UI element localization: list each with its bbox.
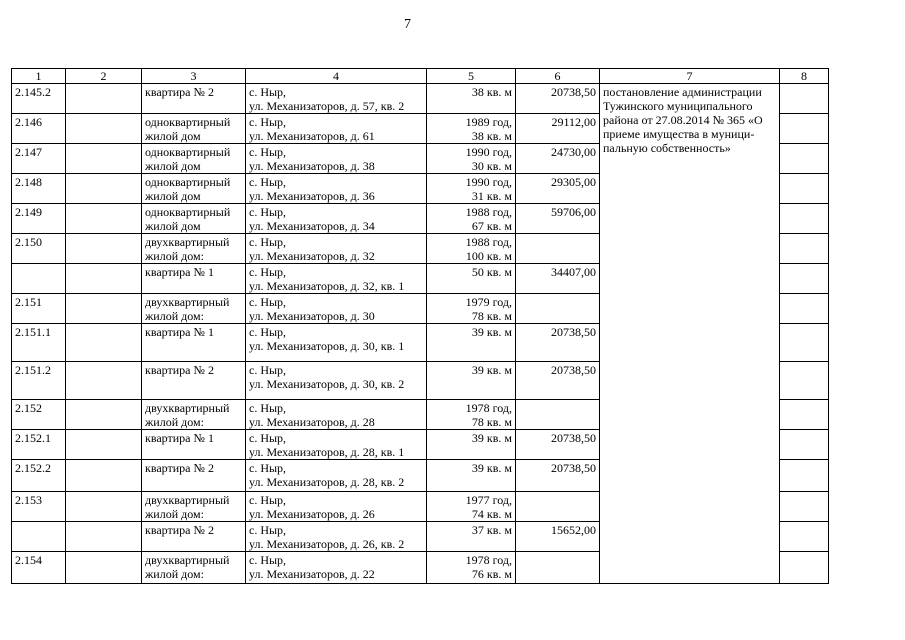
row-number: 2.149 (12, 204, 66, 234)
object-type-line: двухквартирный (145, 493, 230, 507)
object-address-line: с. Ныр, (249, 115, 287, 129)
header-col-4: 4 (246, 69, 427, 84)
object-address-line: ул. Механизаторов, д. 28, кв. 2 (249, 475, 405, 489)
object-type-line: квартира № 2 (145, 363, 214, 377)
object-type (142, 234, 246, 264)
object-type-line: квартира № 2 (145, 461, 214, 475)
object-type-line: жилой дом: (145, 567, 204, 581)
object-year-area-line: 76 кв. м (471, 567, 512, 581)
object-address-line: ул. Механизаторов, д. 26 (249, 507, 375, 521)
empty-cell-col8 (780, 114, 829, 144)
empty-cell-col2 (66, 522, 142, 552)
empty-cell-col2 (66, 84, 142, 114)
object-year-area-line: 1979 год, (465, 295, 512, 309)
object-year-area (427, 400, 516, 430)
object-type-line: одноквартирный (145, 115, 231, 129)
object-address-line: ул. Механизаторов, д. 30, кв. 1 (249, 339, 405, 353)
object-address-line: ул. Механизаторов, д. 32 (249, 249, 375, 263)
object-type-line: жилой дом: (145, 415, 204, 429)
object-cost: 34407,00 (516, 264, 600, 294)
object-year-area-line: 74 кв. м (471, 507, 512, 521)
object-address-line: с. Ныр, (249, 175, 287, 189)
object-type-line: квартира № 1 (145, 265, 214, 279)
object-address-line: ул. Механизаторов, д. 28 (249, 415, 375, 429)
row-number (12, 522, 66, 552)
object-address (246, 144, 427, 174)
object-address (246, 204, 427, 234)
object-address-line: с. Ныр, (249, 553, 287, 567)
object-year-area (427, 460, 516, 492)
row-number: 2.151.2 (12, 362, 66, 400)
object-type-line: квартира № 1 (145, 431, 214, 445)
empty-cell-col8 (780, 204, 829, 234)
object-year-area-line: 100 кв. м (465, 249, 512, 263)
object-address-line: с. Ныр, (249, 235, 287, 249)
table-body (12, 84, 829, 584)
object-address-line: с. Ныр, (249, 493, 287, 507)
object-year-area-line: 38 кв. м (471, 85, 512, 99)
empty-cell-col8 (780, 324, 829, 362)
object-cost: 29305,00 (516, 174, 600, 204)
property-register-table (11, 68, 829, 584)
object-address-line: ул. Механизаторов, д. 26, кв. 2 (249, 537, 405, 551)
object-type-line: двухквартирный (145, 401, 230, 415)
object-year-area (427, 84, 516, 114)
object-year-area-line: 67 кв. м (471, 219, 512, 233)
object-address-line: ул. Механизаторов, д. 32, кв. 1 (249, 279, 405, 293)
header-col-1: 1 (12, 69, 66, 84)
object-year-area (427, 362, 516, 400)
object-year-area-line: 31 кв. м (471, 189, 512, 203)
object-address-line: с. Ныр, (249, 85, 287, 99)
empty-cell-col8 (780, 362, 829, 400)
object-year-area-line: 78 кв. м (471, 309, 512, 323)
empty-cell-col2 (66, 264, 142, 294)
empty-cell-col2 (66, 430, 142, 460)
object-cost (516, 294, 600, 324)
header-col-3: 3 (142, 69, 246, 84)
object-address-line: ул. Механизаторов, д. 22 (249, 567, 375, 581)
empty-cell-col2 (66, 492, 142, 522)
object-year-area (427, 492, 516, 522)
object-address (246, 522, 427, 552)
empty-cell-col2 (66, 174, 142, 204)
object-address (246, 552, 427, 584)
object-year-area (427, 114, 516, 144)
object-type (142, 460, 246, 492)
object-year-area (427, 430, 516, 460)
object-year-area (427, 264, 516, 294)
object-address-line: с. Ныр, (249, 295, 287, 309)
object-year-area (427, 294, 516, 324)
object-year-area-line: 1989 год, (465, 115, 512, 129)
object-year-area-line: 37 кв. м (471, 523, 512, 537)
object-address (246, 294, 427, 324)
empty-cell-col2 (66, 362, 142, 400)
object-address-line: с. Ныр, (249, 363, 287, 377)
object-year-area-line: 38 кв. м (471, 129, 512, 143)
object-year-area-line: 50 кв. м (471, 265, 512, 279)
object-address (246, 362, 427, 400)
object-type (142, 204, 246, 234)
object-address (246, 174, 427, 204)
object-year-area-line: 39 кв. м (471, 461, 512, 475)
empty-cell-col8 (780, 144, 829, 174)
object-year-area (427, 174, 516, 204)
header-col-6: 6 (516, 69, 600, 84)
header-col-2: 2 (66, 69, 142, 84)
row-number: 2.153 (12, 492, 66, 522)
table-row (12, 84, 829, 114)
empty-cell-col8 (780, 460, 829, 492)
object-type-line: двухквартирный (145, 235, 230, 249)
row-number: 2.152 (12, 400, 66, 430)
empty-cell-col2 (66, 234, 142, 264)
object-address-line: с. Ныр, (249, 325, 287, 339)
object-cost: 15652,00 (516, 522, 600, 552)
object-address-line: ул. Механизаторов, д. 34 (249, 219, 375, 233)
object-year-area-line: 39 кв. м (471, 363, 512, 377)
object-type-line: двухквартирный (145, 553, 230, 567)
object-address-line: с. Ныр, (249, 461, 287, 475)
object-year-area (427, 552, 516, 584)
object-address-line: с. Ныр, (249, 145, 287, 159)
object-type (142, 400, 246, 430)
object-type-line: жилой дом (145, 219, 201, 233)
empty-cell-col8 (780, 174, 829, 204)
object-year-area-line: 1978 год, (465, 553, 512, 567)
object-year-area-line: 1978 год, (465, 401, 512, 415)
object-year-area-line: 1988 год, (465, 235, 512, 249)
object-year-area (427, 204, 516, 234)
object-type-line: квартира № 2 (145, 85, 214, 99)
empty-cell-col8 (780, 264, 829, 294)
basis-document-line: пальную собственность» (603, 141, 731, 155)
object-year-area (427, 234, 516, 264)
object-address (246, 400, 427, 430)
empty-cell-col2 (66, 400, 142, 430)
object-year-area-line: 1990 год, (465, 175, 512, 189)
row-number: 2.154 (12, 552, 66, 584)
header-col-5: 5 (427, 69, 516, 84)
object-address (246, 114, 427, 144)
object-cost: 20738,50 (516, 362, 600, 400)
object-cost: 20738,50 (516, 324, 600, 362)
object-address-line: с. Ныр, (249, 205, 287, 219)
empty-cell-col8 (780, 294, 829, 324)
row-number: 2.151.1 (12, 324, 66, 362)
object-type-line: жилой дом: (145, 309, 204, 323)
object-address-line: с. Ныр, (249, 523, 287, 537)
object-type-line: двухквартирный (145, 295, 230, 309)
basis-document-line: Тужинского муниципального (603, 99, 753, 113)
object-address-line: ул. Механизаторов, д. 28, кв. 1 (249, 445, 405, 459)
object-type-line: одноквартирный (145, 205, 231, 219)
object-type (142, 174, 246, 204)
object-year-area-line: 1977 год, (465, 493, 512, 507)
row-number: 2.152.2 (12, 460, 66, 492)
object-cost: 29112,00 (516, 114, 600, 144)
empty-cell-col8 (780, 492, 829, 522)
empty-cell-col2 (66, 324, 142, 362)
object-cost: 20738,50 (516, 430, 600, 460)
basis-document (600, 84, 780, 584)
empty-cell-col8 (780, 522, 829, 552)
empty-cell-col2 (66, 294, 142, 324)
row-number: 2.152.1 (12, 430, 66, 460)
object-address-line: с. Ныр, (249, 265, 287, 279)
object-address-line: ул. Механизаторов, д. 61 (249, 129, 375, 143)
basis-document-line: постановление администрации (603, 85, 762, 99)
object-type-line: жилой дом (145, 159, 201, 173)
object-year-area (427, 324, 516, 362)
empty-cell-col2 (66, 114, 142, 144)
basis-document-line: района от 27.08.2014 № 365 «О (603, 113, 763, 127)
object-type (142, 492, 246, 522)
object-year-area-line: 1990 год, (465, 145, 512, 159)
object-type (142, 294, 246, 324)
object-cost: 59706,00 (516, 204, 600, 234)
row-number (12, 264, 66, 294)
object-address (246, 264, 427, 294)
object-address-line: ул. Механизаторов, д. 36 (249, 189, 375, 203)
object-type-line: квартира № 1 (145, 325, 214, 339)
empty-cell-col8 (780, 400, 829, 430)
object-cost (516, 400, 600, 430)
empty-cell-col8 (780, 552, 829, 584)
object-type (142, 84, 246, 114)
object-type (142, 324, 246, 362)
object-year-area-line: 39 кв. м (471, 325, 512, 339)
row-number: 2.151 (12, 294, 66, 324)
object-type-line: жилой дом: (145, 249, 204, 263)
header-row (12, 69, 829, 84)
object-address-line: с. Ныр, (249, 401, 287, 415)
object-address-line: ул. Механизаторов, д. 38 (249, 159, 375, 173)
row-number: 2.147 (12, 144, 66, 174)
object-type (142, 430, 246, 460)
row-number: 2.150 (12, 234, 66, 264)
object-type-line: жилой дом (145, 189, 201, 203)
object-address (246, 430, 427, 460)
object-type (142, 264, 246, 294)
basis-document-line: приеме имущества в муници- (603, 127, 755, 141)
object-type-line: квартира № 2 (145, 523, 214, 537)
empty-cell-col2 (66, 552, 142, 584)
empty-cell-col2 (66, 204, 142, 234)
object-cost: 20738,50 (516, 460, 600, 492)
object-type-line: одноквартирный (145, 145, 231, 159)
object-address-line: ул. Механизаторов, д. 30 (249, 309, 375, 323)
object-type-line: одноквартирный (145, 175, 231, 189)
object-cost (516, 492, 600, 522)
header-col-7: 7 (600, 69, 780, 84)
object-address (246, 234, 427, 264)
object-type (142, 552, 246, 584)
object-year-area (427, 144, 516, 174)
object-year-area (427, 522, 516, 552)
object-year-area-line: 39 кв. м (471, 431, 512, 445)
object-address (246, 324, 427, 362)
header-col-8: 8 (780, 69, 829, 84)
row-number: 2.146 (12, 114, 66, 144)
object-address (246, 492, 427, 522)
empty-cell-col2 (66, 460, 142, 492)
object-year-area-line: 78 кв. м (471, 415, 512, 429)
object-type (142, 362, 246, 400)
object-type (142, 144, 246, 174)
object-year-area-line: 30 кв. м (471, 159, 512, 173)
object-cost (516, 552, 600, 584)
page-number: 7 (404, 17, 411, 32)
empty-cell-col8 (780, 84, 829, 114)
object-address (246, 84, 427, 114)
object-address-line: ул. Механизаторов, д. 57, кв. 2 (249, 99, 405, 113)
object-year-area-line: 1988 год, (465, 205, 512, 219)
object-type-line: жилой дом (145, 129, 201, 143)
object-address-line: ул. Механизаторов, д. 30, кв. 2 (249, 377, 405, 391)
empty-cell-col8 (780, 234, 829, 264)
empty-cell-col2 (66, 144, 142, 174)
object-cost: 20738,50 (516, 84, 600, 114)
empty-cell-col8 (780, 430, 829, 460)
object-type (142, 114, 246, 144)
row-number: 2.145.2 (12, 84, 66, 114)
object-address-line: с. Ныр, (249, 431, 287, 445)
object-cost: 24730,00 (516, 144, 600, 174)
object-cost (516, 234, 600, 264)
object-address (246, 460, 427, 492)
object-type (142, 522, 246, 552)
object-type-line: жилой дом: (145, 507, 204, 521)
row-number: 2.148 (12, 174, 66, 204)
